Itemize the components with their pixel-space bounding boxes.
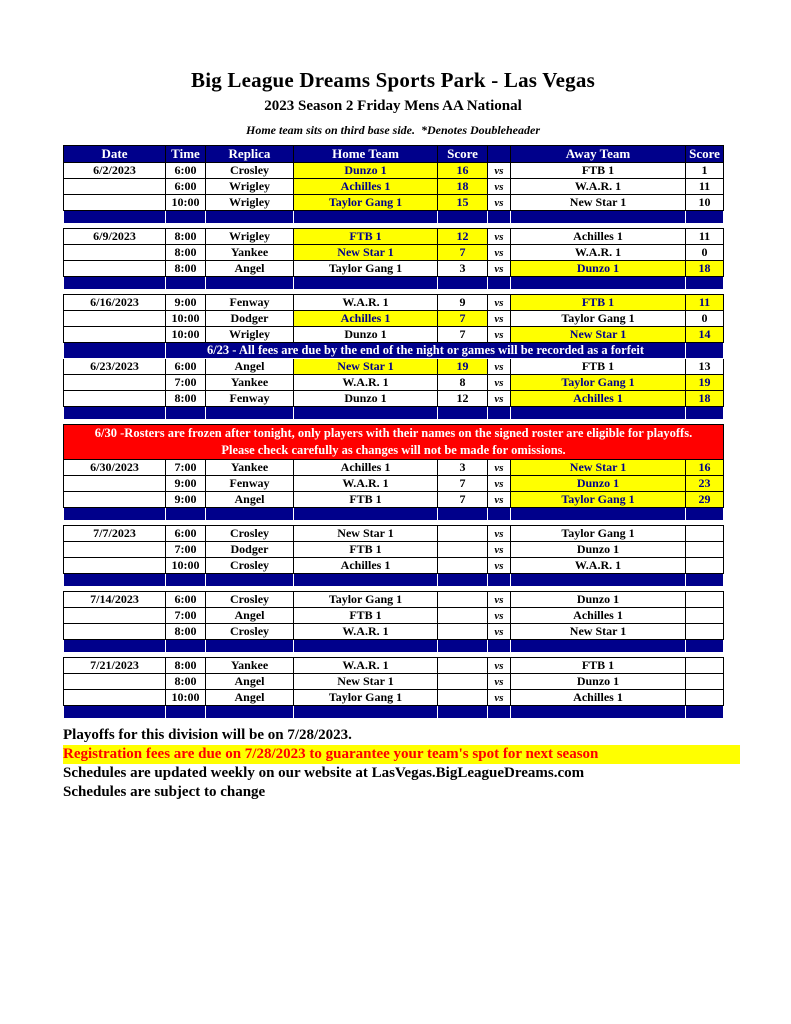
home-score-cell: 18 (438, 179, 488, 195)
home-team-cell: FTB 1 (294, 492, 438, 508)
separator-cell (488, 407, 511, 420)
replica-cell: Crosley (206, 163, 294, 179)
separator-cell (511, 277, 686, 290)
separator-cell (206, 706, 294, 719)
separator-cell (166, 277, 206, 290)
date-cell (64, 624, 166, 640)
home-score-cell (438, 624, 488, 640)
website-note: Schedules are updated weekly on our website at LasVegas.BigLeagueDreams.com (63, 765, 585, 781)
vs-cell: vs (488, 492, 511, 508)
away-team-cell: Achilles 1 (511, 229, 686, 245)
col-header-home-team: Home Team (294, 146, 438, 163)
away-score-cell: 11 (686, 229, 724, 245)
away-score-cell: 16 (686, 460, 724, 476)
replica-cell: Fenway (206, 391, 294, 407)
away-team-cell: Achilles 1 (511, 608, 686, 624)
separator-cell (166, 407, 206, 420)
document-footer (63, 726, 740, 802)
date-cell (64, 391, 166, 407)
separator-cell (64, 277, 166, 290)
away-team-cell: New Star 1 (511, 460, 686, 476)
col-header-date: Date (64, 146, 166, 163)
vs-cell: vs (488, 476, 511, 492)
schedule-table-body (64, 146, 724, 719)
away-score-cell: 10 (686, 195, 724, 211)
home-team-cell: Dunzo 1 (294, 327, 438, 343)
vs-cell: vs (488, 311, 511, 327)
away-score-cell: 23 (686, 476, 724, 492)
home-team-cell: Achilles 1 (294, 311, 438, 327)
schedule-table (63, 145, 724, 719)
separator-cell (686, 211, 724, 224)
replica-cell: Angel (206, 492, 294, 508)
separator-cell (206, 574, 294, 587)
home-score-cell: 15 (438, 195, 488, 211)
away-team-cell: FTB 1 (511, 359, 686, 375)
vs-cell: vs (488, 359, 511, 375)
date-cell: 7/21/2023 (64, 658, 166, 674)
separator-cell (686, 508, 724, 521)
separator-cell (64, 407, 166, 420)
away-team-cell: Taylor Gang 1 (511, 526, 686, 542)
time-cell: 8:00 (166, 674, 206, 690)
away-score-cell (686, 558, 724, 574)
page-subtitle: 2023 Season 2 Friday Mens AA National (264, 98, 522, 114)
date-cell (64, 195, 166, 211)
col-header-away-team: Away Team (511, 146, 686, 163)
separator-cell (511, 574, 686, 587)
home-team-cell: Achilles 1 (294, 558, 438, 574)
separator-cell (686, 640, 724, 653)
vs-cell: vs (488, 195, 511, 211)
replica-cell: Crosley (206, 624, 294, 640)
date-cell (64, 558, 166, 574)
vs-cell: vs (488, 526, 511, 542)
date-cell: 7/7/2023 (64, 526, 166, 542)
vs-cell: vs (488, 460, 511, 476)
date-cell (64, 608, 166, 624)
separator-cell (166, 574, 206, 587)
home-team-cell: FTB 1 (294, 229, 438, 245)
date-cell (64, 311, 166, 327)
replica-cell: Angel (206, 690, 294, 706)
time-cell: 10:00 (166, 690, 206, 706)
home-score-cell: 7 (438, 492, 488, 508)
separator-cell (64, 211, 166, 224)
replica-cell: Angel (206, 674, 294, 690)
away-team-cell: W.A.R. 1 (511, 245, 686, 261)
fees-note-text: 6/23 - All fees are due by the end of the night or games will be recorded as a forfeit (166, 343, 686, 359)
away-team-cell: New Star 1 (511, 195, 686, 211)
replica-cell: Wrigley (206, 229, 294, 245)
time-cell: 8:00 (166, 261, 206, 277)
separator-cell (166, 706, 206, 719)
col-header-home-score: Score (438, 146, 488, 163)
registration-note: Registration fees are due on 7/28/2023 to guarantee your team's spot for next season (63, 745, 740, 764)
home-team-cell: Taylor Gang 1 (294, 261, 438, 277)
time-cell: 8:00 (166, 658, 206, 674)
fees-note-left-cell (64, 343, 166, 359)
away-score-cell: 0 (686, 311, 724, 327)
roster-freeze-banner (64, 425, 724, 460)
page-title: Big League Dreams Sports Park - Las Vegas (191, 68, 595, 92)
away-score-cell: 14 (686, 327, 724, 343)
subject-to-change-note: Schedules are subject to change (63, 784, 266, 800)
home-score-cell: 12 (438, 229, 488, 245)
replica-cell: Angel (206, 359, 294, 375)
home-score-cell (438, 558, 488, 574)
vs-cell: vs (488, 391, 511, 407)
date-cell (64, 690, 166, 706)
separator-cell (488, 211, 511, 224)
away-score-cell (686, 690, 724, 706)
home-team-cell: Dunzo 1 (294, 163, 438, 179)
date-cell (64, 674, 166, 690)
home-team-cell: W.A.R. 1 (294, 476, 438, 492)
separator-cell (64, 574, 166, 587)
date-cell: 6/30/2023 (64, 460, 166, 476)
col-header-away-score: Score (686, 146, 724, 163)
vs-cell: vs (488, 295, 511, 311)
replica-cell: Wrigley (206, 179, 294, 195)
separator-cell (294, 277, 438, 290)
separator-cell (206, 640, 294, 653)
vs-cell: vs (488, 624, 511, 640)
separator-cell (511, 211, 686, 224)
date-cell: 6/9/2023 (64, 229, 166, 245)
time-cell: 9:00 (166, 492, 206, 508)
home-team-cell: FTB 1 (294, 608, 438, 624)
separator-cell (294, 211, 438, 224)
home-team-cell: Taylor Gang 1 (294, 592, 438, 608)
separator-cell (438, 574, 488, 587)
time-cell: 9:00 (166, 295, 206, 311)
time-cell: 6:00 (166, 163, 206, 179)
time-cell: 8:00 (166, 245, 206, 261)
roster-note-line1: 6/30 -Rosters are frozen after tonight, only players with their names on the signed roster are eligible for playoffs. (94, 426, 693, 440)
date-cell (64, 492, 166, 508)
time-cell: 6:00 (166, 526, 206, 542)
away-score-cell (686, 674, 724, 690)
away-team-cell: FTB 1 (511, 658, 686, 674)
home-score-cell (438, 674, 488, 690)
home-team-cell: FTB 1 (294, 542, 438, 558)
vs-cell: vs (488, 690, 511, 706)
home-score-cell (438, 526, 488, 542)
away-score-cell: 13 (686, 359, 724, 375)
separator-cell (294, 640, 438, 653)
home-team-cell: New Star 1 (294, 674, 438, 690)
time-cell: 10:00 (166, 327, 206, 343)
home-score-cell: 7 (438, 245, 488, 261)
separator-cell (511, 640, 686, 653)
replica-cell: Wrigley (206, 327, 294, 343)
time-cell: 6:00 (166, 592, 206, 608)
separator-cell (294, 508, 438, 521)
vs-cell: vs (488, 179, 511, 195)
time-cell: 9:00 (166, 476, 206, 492)
away-team-cell: Taylor Gang 1 (511, 492, 686, 508)
separator-cell (488, 640, 511, 653)
home-score-cell (438, 690, 488, 706)
separator-cell (64, 640, 166, 653)
separator-cell (488, 706, 511, 719)
date-cell (64, 542, 166, 558)
home-team-cell: W.A.R. 1 (294, 624, 438, 640)
separator-cell (686, 407, 724, 420)
separator-cell (294, 706, 438, 719)
date-cell (64, 179, 166, 195)
away-team-cell: W.A.R. 1 (511, 179, 686, 195)
replica-cell: Yankee (206, 658, 294, 674)
away-score-cell (686, 608, 724, 624)
time-cell: 10:00 (166, 311, 206, 327)
time-cell: 8:00 (166, 229, 206, 245)
roster-note-line2: Please check carefully as changes will not be made for omissions. (221, 443, 566, 457)
vs-cell: vs (488, 674, 511, 690)
date-cell: 6/16/2023 (64, 295, 166, 311)
col-header-time: Time (166, 146, 206, 163)
replica-cell: Wrigley (206, 195, 294, 211)
home-score-cell: 3 (438, 261, 488, 277)
home-score-cell: 7 (438, 476, 488, 492)
home-team-cell: Taylor Gang 1 (294, 195, 438, 211)
away-score-cell (686, 624, 724, 640)
away-score-cell: 1 (686, 163, 724, 179)
home-team-cell: W.A.R. 1 (294, 295, 438, 311)
home-score-cell (438, 542, 488, 558)
home-team-cell: New Star 1 (294, 359, 438, 375)
home-score-cell (438, 592, 488, 608)
separator-cell (686, 706, 724, 719)
separator-cell (438, 407, 488, 420)
separator-cell (64, 508, 166, 521)
vs-cell: vs (488, 229, 511, 245)
separator-cell (438, 211, 488, 224)
separator-cell (166, 211, 206, 224)
away-score-cell: 11 (686, 295, 724, 311)
away-team-cell: Dunzo 1 (511, 592, 686, 608)
vs-cell: vs (488, 245, 511, 261)
home-score-cell: 12 (438, 391, 488, 407)
separator-cell (64, 706, 166, 719)
vs-cell: vs (488, 375, 511, 391)
away-team-cell: Dunzo 1 (511, 674, 686, 690)
replica-cell: Yankee (206, 245, 294, 261)
away-team-cell: W.A.R. 1 (511, 558, 686, 574)
separator-cell (511, 407, 686, 420)
vs-cell: vs (488, 163, 511, 179)
date-cell (64, 375, 166, 391)
vs-cell: vs (488, 542, 511, 558)
away-score-cell (686, 658, 724, 674)
home-team-cell: Dunzo 1 (294, 391, 438, 407)
away-team-cell: Dunzo 1 (511, 542, 686, 558)
separator-cell (438, 508, 488, 521)
separator-cell (438, 277, 488, 290)
playoffs-note: Playoffs for this division will be on 7/28/2023. (63, 727, 352, 743)
replica-cell: Dodger (206, 311, 294, 327)
date-cell (64, 476, 166, 492)
separator-cell (206, 508, 294, 521)
date-cell (64, 245, 166, 261)
separator-cell (488, 508, 511, 521)
replica-cell: Yankee (206, 460, 294, 476)
separator-cell (206, 211, 294, 224)
away-score-cell: 11 (686, 179, 724, 195)
away-score-cell (686, 542, 724, 558)
away-score-cell: 19 (686, 375, 724, 391)
away-team-cell: Achilles 1 (511, 690, 686, 706)
away-score-cell: 0 (686, 245, 724, 261)
home-score-cell: 7 (438, 327, 488, 343)
time-cell: 10:00 (166, 558, 206, 574)
separator-cell (488, 574, 511, 587)
away-team-cell: Taylor Gang 1 (511, 311, 686, 327)
replica-cell: Dodger (206, 542, 294, 558)
fees-note-right-cell (686, 343, 724, 359)
away-team-cell: FTB 1 (511, 163, 686, 179)
separator-cell (686, 277, 724, 290)
vs-cell: vs (488, 558, 511, 574)
col-header-vs (488, 146, 511, 163)
home-team-note: Home team sits on third base side. *Denotes Doubleheader (246, 123, 540, 137)
home-score-cell: 3 (438, 460, 488, 476)
time-cell: 8:00 (166, 624, 206, 640)
separator-cell (488, 277, 511, 290)
replica-cell: Angel (206, 608, 294, 624)
date-cell (64, 327, 166, 343)
away-team-cell: Achilles 1 (511, 391, 686, 407)
separator-cell (294, 574, 438, 587)
date-cell: 6/23/2023 (64, 359, 166, 375)
home-score-cell: 7 (438, 311, 488, 327)
separator-cell (438, 640, 488, 653)
date-cell (64, 261, 166, 277)
away-score-cell: 18 (686, 261, 724, 277)
replica-cell: Crosley (206, 526, 294, 542)
home-team-cell: Taylor Gang 1 (294, 690, 438, 706)
away-score-cell: 29 (686, 492, 724, 508)
home-score-cell: 19 (438, 359, 488, 375)
home-score-cell: 16 (438, 163, 488, 179)
time-cell: 6:00 (166, 359, 206, 375)
home-team-cell: Achilles 1 (294, 460, 438, 476)
home-team-cell: W.A.R. 1 (294, 658, 438, 674)
separator-cell (686, 574, 724, 587)
date-cell: 7/14/2023 (64, 592, 166, 608)
home-score-cell: 8 (438, 375, 488, 391)
date-cell: 6/2/2023 (64, 163, 166, 179)
home-team-cell: Achilles 1 (294, 179, 438, 195)
away-team-cell: New Star 1 (511, 624, 686, 640)
replica-cell: Yankee (206, 375, 294, 391)
separator-cell (511, 706, 686, 719)
vs-cell: vs (488, 592, 511, 608)
document-header (63, 0, 723, 138)
away-team-cell: New Star 1 (511, 327, 686, 343)
vs-cell: vs (488, 658, 511, 674)
away-team-cell: Dunzo 1 (511, 261, 686, 277)
home-team-cell: New Star 1 (294, 526, 438, 542)
home-team-cell: New Star 1 (294, 245, 438, 261)
vs-cell: vs (488, 327, 511, 343)
away-score-cell (686, 592, 724, 608)
away-score-cell (686, 526, 724, 542)
replica-cell: Fenway (206, 295, 294, 311)
home-score-cell (438, 658, 488, 674)
separator-cell (206, 277, 294, 290)
time-cell: 7:00 (166, 608, 206, 624)
away-team-cell: FTB 1 (511, 295, 686, 311)
separator-cell (294, 407, 438, 420)
vs-cell: vs (488, 261, 511, 277)
home-score-cell: 9 (438, 295, 488, 311)
time-cell: 6:00 (166, 179, 206, 195)
away-team-cell: Taylor Gang 1 (511, 375, 686, 391)
away-score-cell: 18 (686, 391, 724, 407)
replica-cell: Fenway (206, 476, 294, 492)
col-header-replica: Replica (206, 146, 294, 163)
replica-cell: Crosley (206, 592, 294, 608)
replica-cell: Angel (206, 261, 294, 277)
time-cell: 7:00 (166, 375, 206, 391)
separator-cell (166, 508, 206, 521)
separator-cell (206, 407, 294, 420)
time-cell: 8:00 (166, 391, 206, 407)
time-cell: 10:00 (166, 195, 206, 211)
separator-cell (511, 508, 686, 521)
replica-cell: Crosley (206, 558, 294, 574)
home-score-cell (438, 608, 488, 624)
vs-cell: vs (488, 608, 511, 624)
time-cell: 7:00 (166, 460, 206, 476)
separator-cell (166, 640, 206, 653)
home-team-cell: W.A.R. 1 (294, 375, 438, 391)
away-team-cell: Dunzo 1 (511, 476, 686, 492)
separator-cell (438, 706, 488, 719)
time-cell: 7:00 (166, 542, 206, 558)
